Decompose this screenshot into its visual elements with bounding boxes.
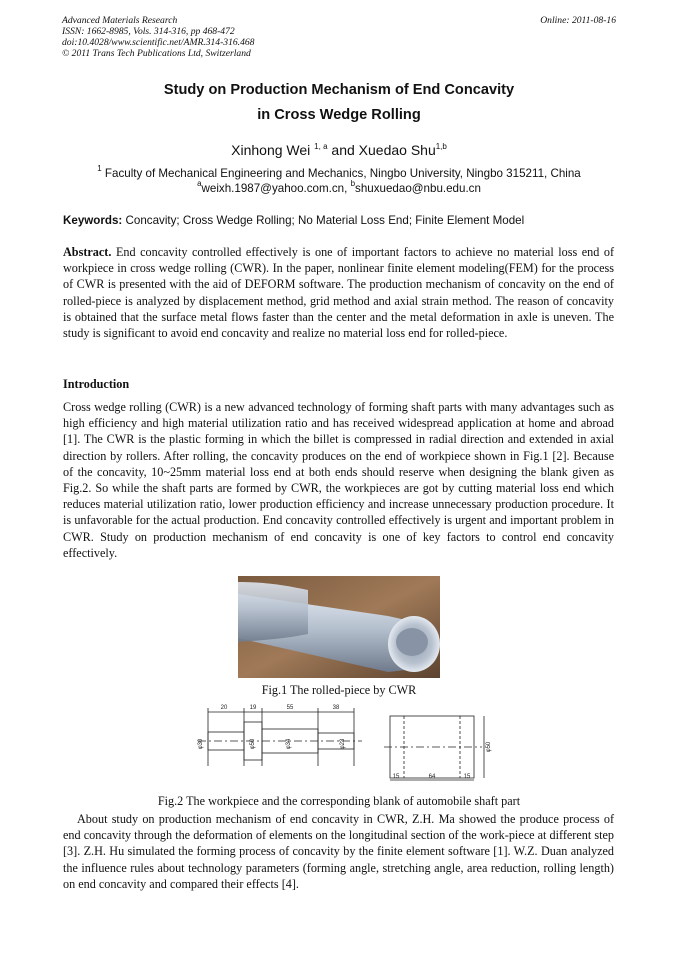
email-b[interactable]: shuxuedao@nbu.edu.cn: [355, 182, 481, 195]
dim-dia-1: φ30: [198, 738, 204, 750]
dim-top-1: 20: [220, 705, 228, 711]
doi-line: doi:10.4028/www.scientific.net/AMR.314-316.468: [62, 37, 255, 48]
introduction-para-1: Cross wedge rolling (CWR) is a new advanced technology of forming shaft parts with many advantages such as high efficiency and high material utilization ratio and has received widespread application at home and abroad [1]. The CWR is the plastic forming in which the billet is compressed in radial direction and extended in axial direction by rollers. After rolling, the concavity produces on the end of workpiece shown in Fig.1 [2]. Because of the concavity, 10~25mm material loss end at both ends should reserve when designing the blank given as Fig.2. So while the shaft parts are formed by CWR, the workpieces are got by cutting material loss end which reduces material utilization ratio, lower production efficiency and increase unnecessary production procedure. It is unfavorable for the actual production. End concavity controlled effectively is urgent and important problem in CWR. Study on production mechanism of end concavity is one of key factors to control end concavity effectively.: [63, 400, 614, 560]
dim-top-3: 55: [286, 705, 294, 711]
blank-dim-2: 64: [428, 774, 436, 780]
blank-dim-3: 15: [463, 774, 471, 780]
author-1-sup: 1, a: [314, 142, 328, 151]
keywords-text: Concavity; Cross Wedge Rolling; No Material Loss End; Finite Element Model: [125, 214, 525, 227]
affiliation: [0, 164, 678, 180]
introduction-heading: Introduction: [63, 377, 130, 391]
workpiece-drawing: [194, 700, 366, 780]
authors-and: and: [331, 142, 355, 158]
journal-header: [62, 15, 254, 59]
email-a[interactable]: weixh.1987@yahoo.com.cn,: [201, 182, 348, 195]
copyright-line: © 2011 Trans Tech Publications Ltd, Switzerland: [62, 48, 251, 59]
fig1-caption: Fig.1 The rolled-piece by CWR: [261, 683, 417, 697]
keywords: [63, 214, 524, 227]
online-date: Online: 2011-08-16: [540, 15, 616, 26]
fig2-caption: Fig.2 The workpiece and the corresponding blank of automobile shaft part: [157, 794, 521, 808]
author-1: Xinhong Wei: [231, 142, 311, 158]
author-2: Xuedao Shu: [358, 142, 436, 158]
affiliation-sup: 1: [97, 164, 102, 173]
blank-dia: φ50: [486, 741, 492, 753]
affiliation-text: Faculty of Mechanical Engineering and Mechanics, Ningbo University, Ningbo 315211, China: [104, 167, 581, 180]
dim-dia-4: φ23: [340, 738, 346, 750]
journal-name: Advanced Materials Research: [62, 15, 178, 26]
abstract: [63, 244, 614, 341]
introduction-para-2: [63, 811, 614, 892]
rolled-piece-photo: [238, 576, 440, 678]
abstract-label: Abstract.: [63, 245, 112, 259]
dim-dia-2: φ50: [250, 738, 256, 750]
blank-drawing: [384, 712, 494, 784]
email-a-sup: a: [197, 179, 202, 188]
keywords-label: Keywords:: [63, 214, 123, 227]
authors: [0, 142, 678, 158]
author-2-sup: 1,b: [435, 142, 447, 151]
dim-dia-3: φ34: [286, 738, 292, 750]
dim-top-4: 38: [332, 705, 340, 711]
introduction-para-2-text: About study on production mechanism of end concavity in CWR, Z.H. Ma showed the produce process of end concavity through the deformation of elements on the longitudinal section of the work-piece at different step [3]. Z.H. Hu simulated the forming process of concavity by the finite element software [1]. W.Z. Duan analyzed the influence rules about technology parameters (forming angle, stretching angle, area reduction, rolling length) on end concavity and compared their effects [4].: [63, 812, 614, 891]
abstract-text: End concavity controlled effectively is one of important factors to achieve no material loss end of workpiece in cross wedge rolling (CWR). In the paper, nonlinear finite element modeling(FEM) for the process of CWR is presented with the aid of DEFORM software. The production mechanism of concavity on the end of rolled-piece is analyzed by displacement method, grid method and axial strain method. The reason of concavity is obtained that the surface metal flows faster than the center and the metal deformation in axle is uneven. The study is significant to avoid end concavity and realize no material loss end for rolled-piece.: [63, 245, 614, 341]
dim-top-2: 19: [249, 705, 257, 711]
email-b-sup: b: [350, 179, 356, 188]
blank-dim-1: 15: [392, 774, 400, 780]
paper-title-line2: in Cross Wedge Rolling: [257, 107, 421, 123]
issn-line: ISSN: 1662-8985, Vols. 314-316, pp 468-472: [62, 26, 235, 37]
emails: [0, 179, 678, 195]
paper-title-line1: Study on Production Mechanism of End Concavity: [163, 82, 515, 98]
